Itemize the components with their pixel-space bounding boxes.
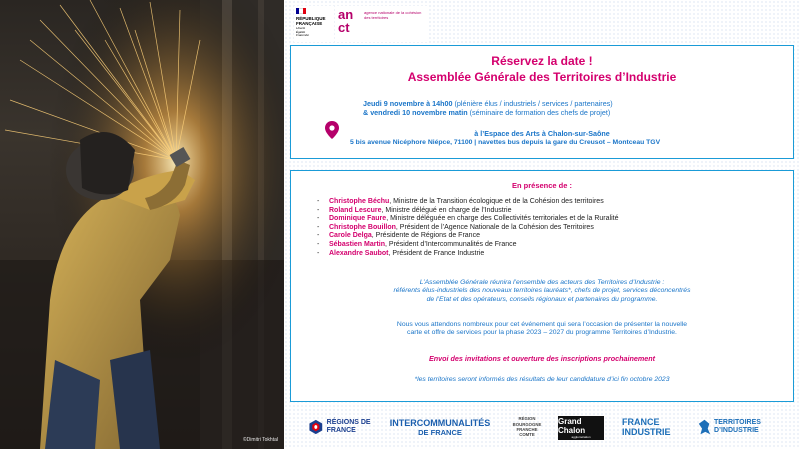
list-item: - Christophe Béchu, Ministre de la Transition écologique et de la Cohésion des territoires bbox=[317, 198, 604, 205]
event-address: 5 bis avenue Nicéphore Niépce, 71100 | navettes bus depuis la gare du Creusot – Montceau TGV bbox=[350, 139, 661, 146]
people-list bbox=[317, 198, 618, 258]
republique-francaise-logo bbox=[294, 6, 334, 42]
photo-credit: ©Dimitri Tokhtal bbox=[243, 437, 278, 443]
presence-heading: En présence de : bbox=[511, 181, 573, 190]
republique-motto: Liberté Égalité Fraternité bbox=[296, 26, 309, 37]
france-industrie-logo: FRANCE INDUSTRIE bbox=[622, 417, 671, 437]
participants-box bbox=[290, 170, 794, 402]
territoires-industrie-logo: TERRITOIRES D’INDUSTRIE bbox=[698, 410, 790, 444]
event-title: Assemblée Générale des Territoires d’Industrie bbox=[407, 70, 677, 84]
save-the-date-heading: Réservez la date ! bbox=[491, 54, 593, 68]
grand-chalon-logo: Grand Chalon agglomération bbox=[558, 416, 604, 440]
welder-illustration bbox=[0, 0, 284, 449]
french-flag-icon bbox=[296, 8, 306, 14]
intercommunalites-logo: INTERCOMMUNALITÉS DE FRANCE bbox=[389, 417, 491, 437]
partner-logos bbox=[300, 410, 790, 446]
attendance-text: Nous vous attendons nombreux pour cet événement qui sera l’occasion de présenter la nouvelle carte et offre de services pour la phase 2023 – 2027 du programme Territoires d’Industrie. bbox=[396, 321, 688, 337]
list-item: - Christophe Bouillon, Président de l’Agence Nationale de la Cohésion des Territoires bbox=[317, 223, 594, 231]
anct-mark: an ct bbox=[338, 7, 354, 35]
list-item: - Sébastien Martin, Président d’Intercommunalités de France bbox=[317, 240, 517, 248]
list-item: - Roland Lescure, Ministre délégué en charge de l’Industrie bbox=[317, 206, 512, 214]
regions-de-france-logo: RÉGIONS DE FRANCE bbox=[308, 410, 380, 444]
event-date-1: Jeudi 9 novembre à 14h00 (plénière élus / industriels / services / partenaires) bbox=[363, 99, 613, 108]
region-bfc-logo: RÉGION BOURGOGNE FRANCHE COMTE bbox=[512, 416, 542, 438]
list-item: - Alexandre Saubot, Président de France Industrie bbox=[317, 249, 485, 257]
assembly-description: L’Assemblée Générale réunira l’ensemble des acteurs des Territoires d’Industrie : référents élus-industriels des nouveaux territoires lauréats*, chefs de projet, services déconcentrés de l’Etat et des opérateurs, conseils régionaux et partenaires du programme. bbox=[393, 279, 691, 303]
event-venue: à l’Espace des Arts à Chalon-sur-Saône bbox=[474, 129, 610, 138]
territoires-industrie-icon bbox=[698, 417, 711, 437]
list-item: - Carole Delga, Présidente de Régions de France bbox=[317, 232, 480, 240]
footnote: *les territoires seront informés des résultats de leur candidature d’ici fin octobre 2023 bbox=[414, 376, 670, 383]
anct-description: agence nationale de la cohésion des territoires bbox=[364, 10, 422, 20]
anct-logo bbox=[336, 6, 428, 42]
invitations-notice: Envoi des invitations et ouverture des inscriptions prochainement bbox=[428, 354, 656, 363]
save-the-date-box bbox=[290, 45, 794, 159]
regions-de-france-icon bbox=[308, 416, 324, 438]
list-item: - Dominique Faure, Ministre déléguée en charge des Collectivités territoriales et de la Ruralité bbox=[317, 215, 619, 223]
welder-photo bbox=[0, 0, 284, 449]
event-date-2: & vendredi 10 novembre matin (séminaire de formation des chefs de projet) bbox=[363, 108, 611, 117]
republique-title: RÉPUBLIQUE FRANÇAISE bbox=[296, 16, 326, 26]
